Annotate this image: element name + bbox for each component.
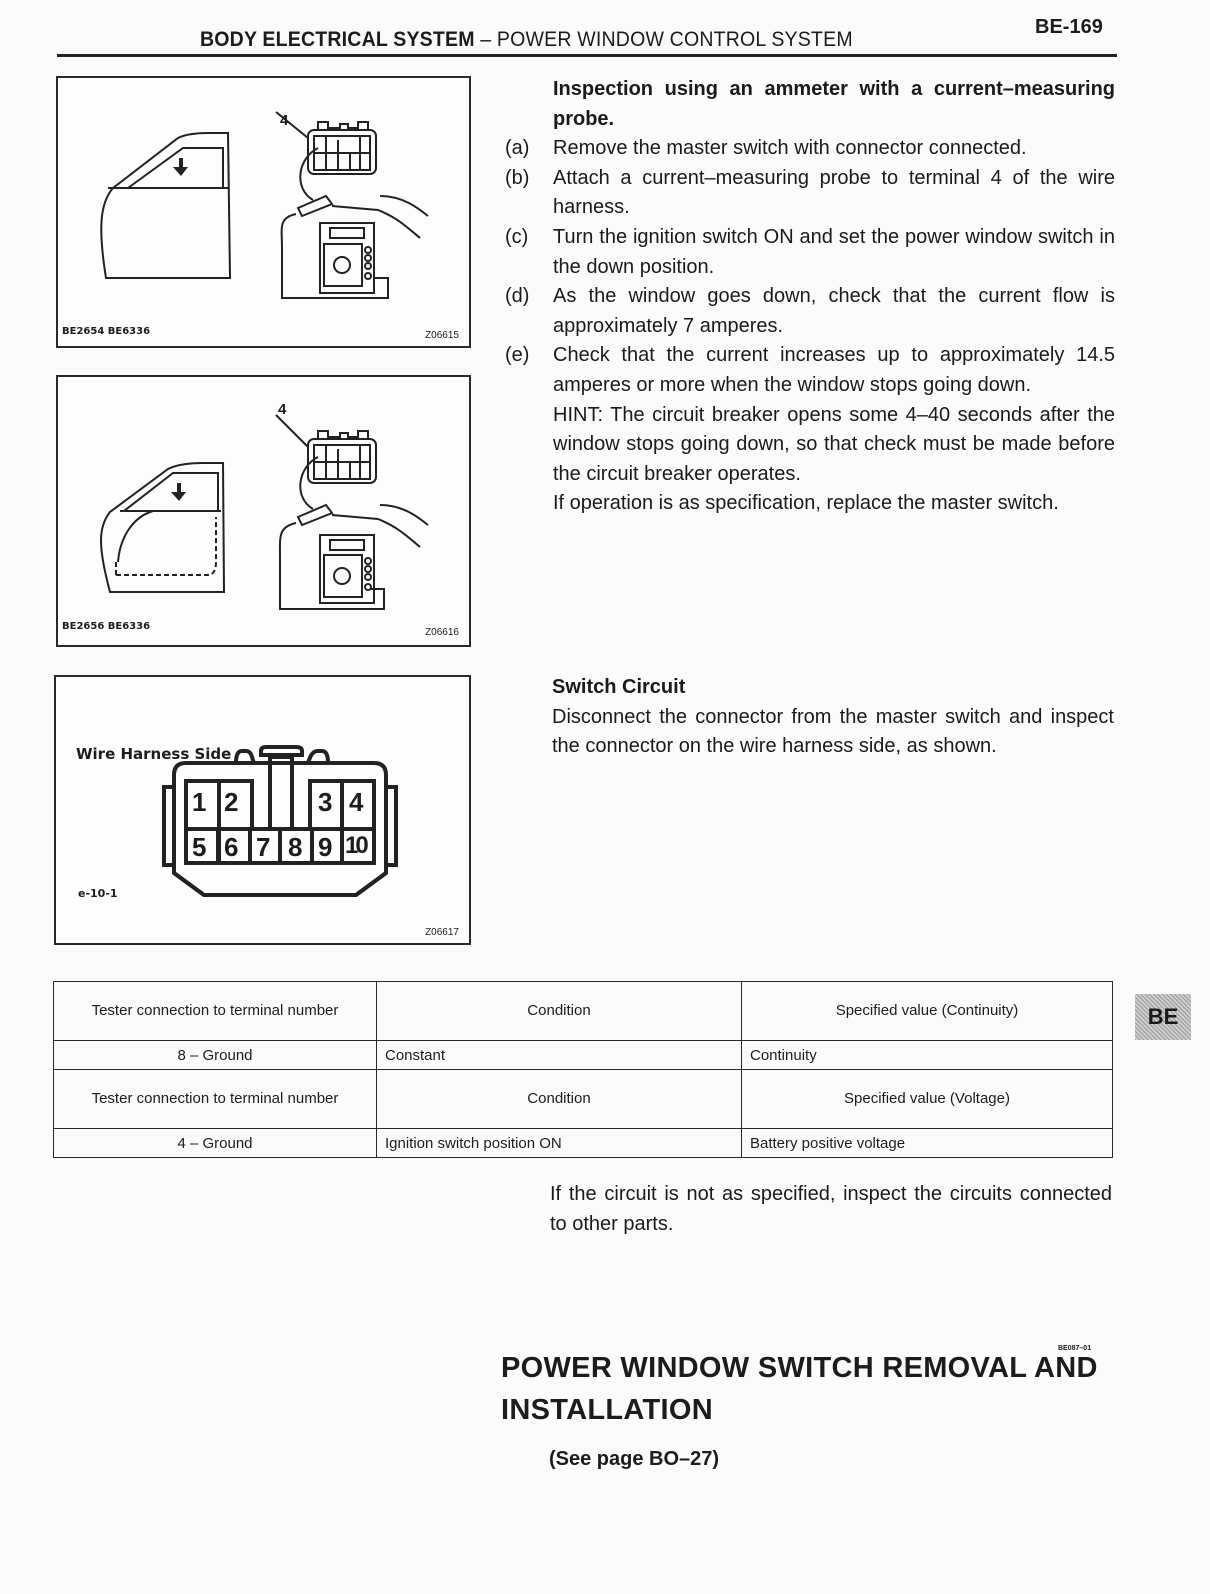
removal-title: POWER WINDOW SWITCH REMOVAL AND INSTALLATION (501, 1352, 1098, 1426)
section-title (200, 28, 853, 52)
step-label: (a) (505, 137, 530, 160)
page-reference: (See page BO–27) (549, 1448, 720, 1470)
figure-code: e-10-1 (78, 887, 118, 900)
terminal-5: 5 (192, 832, 207, 862)
ammeter-inspection-heading: Inspection using an ammeter with a current–measuring probe. (553, 78, 1115, 130)
table-cell: 8 – Ground (54, 1041, 377, 1070)
section-tab-be: BE (1135, 994, 1191, 1040)
step-d (505, 282, 1115, 341)
connector-outline (56, 677, 469, 943)
terminal-4: 4 (349, 787, 364, 817)
down-arrow-icon (173, 158, 188, 176)
table-cell: Continuity (742, 1041, 1113, 1070)
terminal-1: 1 (192, 787, 207, 817)
figure-id: Z06617 (425, 927, 459, 938)
door-ammeter-illustration (58, 78, 469, 346)
step-label: (e) (505, 344, 530, 367)
figure-ammeter-window-lowered (56, 375, 471, 647)
switch-circuit-section (552, 673, 1114, 762)
step-a (505, 134, 1115, 164)
section-code: BE087–01 (1058, 1345, 1092, 1352)
spec-table (53, 981, 1113, 1158)
header-cell: Tester connection to terminal number (54, 982, 377, 1041)
table-cell: 4 – Ground (54, 1129, 377, 1158)
table-cell: Battery positive voltage (742, 1129, 1113, 1158)
header-cell: Condition (377, 982, 742, 1041)
terminal-8: 8 (288, 832, 303, 862)
subsection-name: POWER WINDOW CONTROL SYSTEM (496, 28, 853, 51)
terminal-callout: 4 (278, 401, 287, 418)
table-row (54, 1041, 1113, 1070)
header-rule (57, 54, 1117, 57)
step-label: (c) (505, 225, 529, 248)
step-b (505, 164, 1115, 223)
terminal-2: 2 (224, 787, 239, 817)
after-table-text: If the circuit is not as specified, inspect the circuits connected to other parts. (550, 1183, 1112, 1235)
figure-id: Z06615 (425, 330, 459, 341)
header-cell: Tester connection to terminal number (54, 1070, 377, 1129)
switch-circuit-heading: Switch Circuit (552, 676, 686, 698)
terminal-6: 6 (224, 832, 239, 862)
title-dash: – (474, 28, 497, 51)
header-cell: Specified value (Voltage) (742, 1070, 1113, 1129)
terminal-10: 10 (345, 832, 366, 859)
table-cell: Constant (377, 1041, 742, 1070)
table-row (54, 1129, 1113, 1158)
step-text: Attach a current–measuring probe to terminal 4 of the wire harness. (553, 166, 1115, 219)
figure-id: Z06616 (425, 627, 459, 638)
table-cell: Ignition switch position ON (377, 1129, 742, 1158)
step-text: Turn the ignition switch ON and set the power window switch in the down position. (553, 225, 1115, 278)
step-text: Check that the current increases up to approximately 14.5 amperes or more when the window stops going down. (553, 344, 1115, 396)
step-label: (d) (505, 285, 530, 308)
terminal-7: 7 (256, 832, 271, 862)
header-cell: Condition (377, 1070, 742, 1129)
table-header-row (54, 982, 1113, 1041)
figure-ammeter-window-closed (56, 76, 471, 348)
step-e (505, 341, 1115, 400)
figure-code: BE2656 BE6336 (62, 621, 151, 632)
down-arrow-icon (171, 483, 186, 501)
step-text: Remove the master switch with connector connected. (553, 137, 1027, 160)
header-cell: Specified value (Continuity) (742, 982, 1113, 1041)
figure-code: BE2654 BE6336 (62, 326, 151, 337)
conclusion-text: If operation is as specification, replace the master switch. (553, 492, 1059, 515)
figure-wire-harness-connector (54, 675, 471, 945)
terminal-3: 3 (318, 787, 333, 817)
terminal-9: 9 (318, 832, 333, 862)
wire-harness-side-label: Wire Harness Side (76, 745, 232, 763)
table-header-row (54, 1070, 1113, 1129)
hint-text: HINT: The circuit breaker opens some 4–40 seconds after the window stops going down, so that check must be made before the circuit breaker operates. (553, 403, 1115, 485)
step-label: (b) (505, 166, 530, 189)
terminal-callout: 4 (280, 112, 289, 129)
door-ammeter-illustration (58, 377, 469, 645)
switch-circuit-text: Disconnect the connector from the master switch and inspect the connector on the wire harness side, as shown. (552, 705, 1114, 758)
step-text: As the window goes down, check that the current flow is approximately 7 amperes. (553, 285, 1115, 337)
page-number: BE-169 (1035, 16, 1103, 38)
step-c (505, 223, 1115, 282)
ammeter-inspection-section (505, 75, 1115, 519)
section-name: BODY ELECTRICAL SYSTEM (200, 28, 475, 51)
